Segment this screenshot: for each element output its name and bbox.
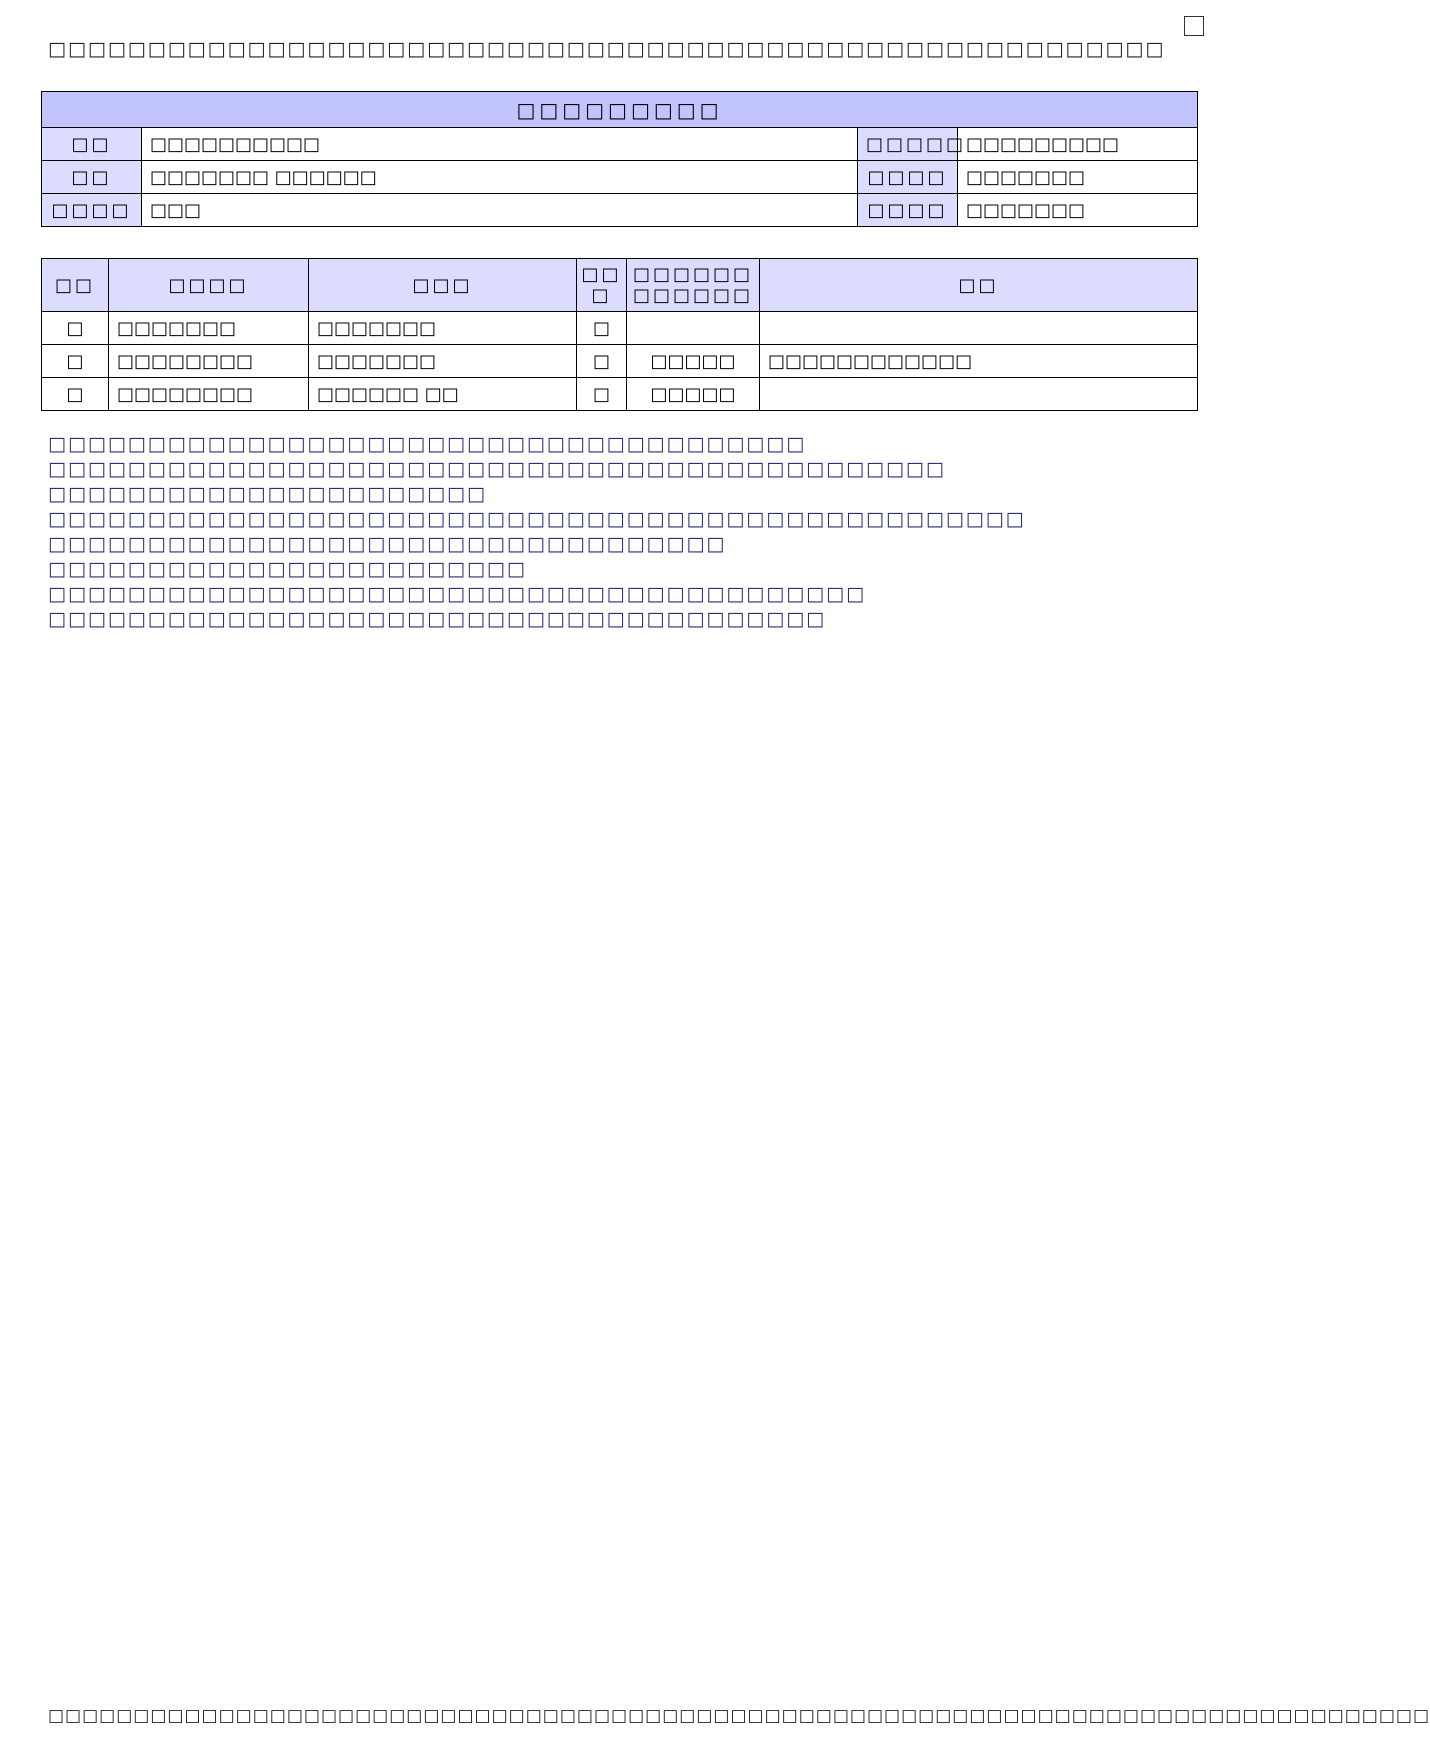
info-value: □□□□□□□ □□□□□□ bbox=[142, 161, 858, 194]
note-line: □□□□□□□□□□□□□□□□□□□□□□□□□□□□□□□□□□□□□□□□□ bbox=[48, 583, 867, 605]
info-label: □□ bbox=[42, 128, 142, 161]
info-label: □□□□ bbox=[858, 194, 958, 227]
table-cell bbox=[627, 312, 760, 345]
note-line: □□□□□□□□□□□□□□□□□□□□□□□□□□□□□□□□□□□□□□□□□□□□□ bbox=[48, 458, 946, 480]
note-line: □□□□□□□□□□□□□□□□□□□□□□□□□□□□□□□□□□□□□□□□□□□□□□□□□ bbox=[48, 508, 1026, 530]
info-value: □□□□□□□□□□ bbox=[142, 128, 858, 161]
table-cell: □□□□□□□ bbox=[309, 312, 577, 345]
column-header: □□□□□□ □□□□□□ bbox=[627, 259, 760, 312]
table-cell bbox=[760, 378, 1198, 411]
table-cell: □□□□□□□ bbox=[309, 345, 577, 378]
document-header-line: □□□□□□□□□□□□□□□□□□□□□□□□□□□□□□□□□□□□□□□□□□□□□□□□□□□□□□□□ bbox=[48, 38, 1166, 60]
table-cell: □□□□□□□ bbox=[109, 312, 309, 345]
note-line: □□□□□□□□□□□□□□□□□□□□□□□□□□□□□□□□□□□□□□□ bbox=[48, 608, 827, 630]
column-header: □□□ bbox=[309, 259, 577, 312]
table-cell: □□□□□□ □□ bbox=[309, 378, 577, 411]
table-cell: □ bbox=[577, 378, 627, 411]
info-value: □□□□□□□□□ bbox=[958, 128, 1198, 161]
info-row bbox=[42, 194, 1198, 227]
column-header: □□ bbox=[760, 259, 1198, 312]
items-table bbox=[41, 258, 1198, 411]
column-header: □□ □ bbox=[577, 259, 627, 312]
note-line: □□□□□□□□□□□□□□□□□□□□□□ bbox=[48, 483, 487, 505]
table-cell: □ bbox=[42, 378, 109, 411]
note-line: □□□□□□□□□□□□□□□□□□□□□□□□□□□□□□□□□□□□□□ bbox=[48, 433, 807, 455]
table-cell: □□□□□□□□ bbox=[109, 345, 309, 378]
table-cell: □□□□□□□□ bbox=[109, 378, 309, 411]
page-footer: □□□□□□□□□□□□□□□□□□□□□□□□□□□□□□□□□□□□□□□□□□□□□□□□□□□□□□□□□□□□□□□□□□□□□□□□□□□□□□□□□ bbox=[48, 1706, 1430, 1726]
info-row bbox=[42, 161, 1198, 194]
info-value: □□□ bbox=[142, 194, 858, 227]
info-value: □□□□□□□ bbox=[958, 161, 1198, 194]
table-cell: □ bbox=[42, 312, 109, 345]
corner-mark bbox=[1184, 16, 1204, 36]
info-label: □□□□ bbox=[858, 161, 958, 194]
notes-section bbox=[48, 432, 1198, 632]
info-label: □□ bbox=[42, 161, 142, 194]
table-row bbox=[42, 312, 1198, 345]
table-cell: □ bbox=[42, 345, 109, 378]
note-line: □□□□□□□□□□□□□□□□□□□□□□□□ bbox=[48, 558, 527, 580]
table-cell: □ bbox=[577, 345, 627, 378]
table-cell: □□□□□ bbox=[627, 345, 760, 378]
info-row bbox=[42, 128, 1198, 161]
info-label: □□□□□ bbox=[858, 128, 958, 161]
table-cell: □ bbox=[577, 312, 627, 345]
table-cell: □□□□□ bbox=[627, 378, 760, 411]
table-row bbox=[42, 378, 1198, 411]
column-header: □□□□ bbox=[109, 259, 309, 312]
info-table-title-row bbox=[42, 92, 1198, 128]
info-value: □□□□□□□ bbox=[958, 194, 1198, 227]
info-table bbox=[41, 91, 1198, 227]
items-header-row bbox=[42, 259, 1198, 312]
info-label: □□□□ bbox=[42, 194, 142, 227]
note-line: □□□□□□□□□□□□□□□□□□□□□□□□□□□□□□□□□□ bbox=[48, 533, 727, 555]
table-cell bbox=[760, 312, 1198, 345]
info-table-title: □□□□□□□□□ bbox=[42, 92, 1198, 128]
table-cell: □□□□□□□□□□□□ bbox=[760, 345, 1198, 378]
table-row bbox=[42, 345, 1198, 378]
column-header: □□ bbox=[42, 259, 109, 312]
